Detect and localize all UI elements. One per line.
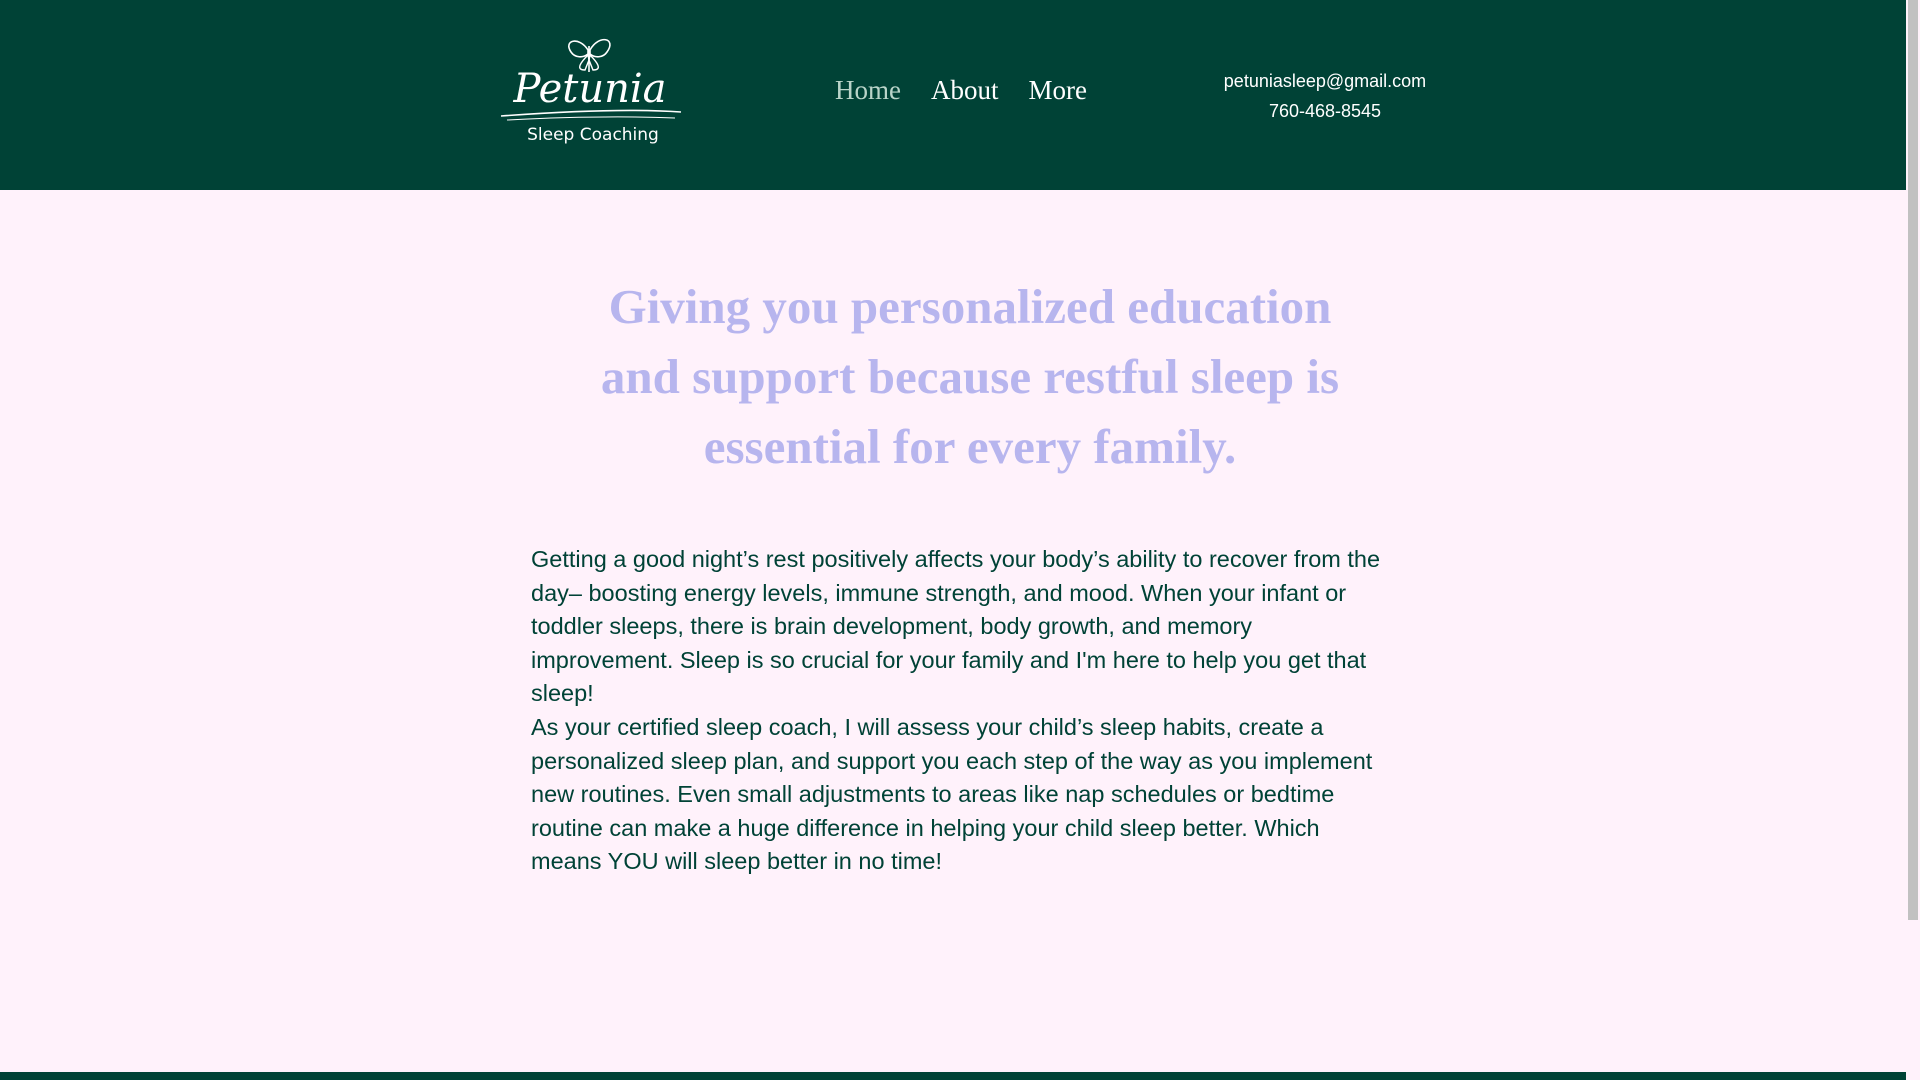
page-scrollbar[interactable]: [1906, 0, 1920, 1080]
butterfly-icon: [495, 30, 685, 150]
page-headline: Giving you personalized education and support because restful sleep is essential for every family.: [600, 279, 1340, 474]
logo[interactable]: [495, 30, 685, 150]
footer-strip: [0, 1072, 1906, 1080]
nav-more[interactable]: More: [1028, 75, 1087, 105]
phone-link[interactable]: 760-468-8545: [1268, 101, 1382, 121]
contact-info: [1200, 66, 1450, 126]
intro-paragraph-2: As your certified sleep coach, I will assess your child’s sleep habits, create a personalized sleep plan, and support you each step of the way as you implement new routines. Even small adjustments to areas like nap schedules or bedtime routine can make a huge difference in helping your child sleep better. Which means YOU will sleep better in no time!: [531, 713, 1373, 875]
main-nav: [835, 75, 1087, 106]
intro-text: [531, 543, 1391, 879]
logo-wordmark: Petunia: [513, 66, 667, 112]
logo-tagline: Sleep Coaching: [527, 125, 659, 145]
site-header: [0, 0, 1906, 190]
scrollbar-thumb[interactable]: [1908, 0, 1918, 920]
intro-paragraph-1: Getting a good night’s rest positively affects your body’s ability to recover from the day– boosting energy levels, immune strength, and mood. When your infant or toddler sleeps, there is brain development, body growth, and memory improvement. Sleep is so crucial for your family and I'm here to help you get that sleep!: [531, 546, 1381, 707]
email-link[interactable]: petuniasleep@gmail.com: [1223, 71, 1427, 91]
nav-home[interactable]: Home: [835, 75, 901, 105]
nav-about[interactable]: About: [930, 75, 999, 105]
